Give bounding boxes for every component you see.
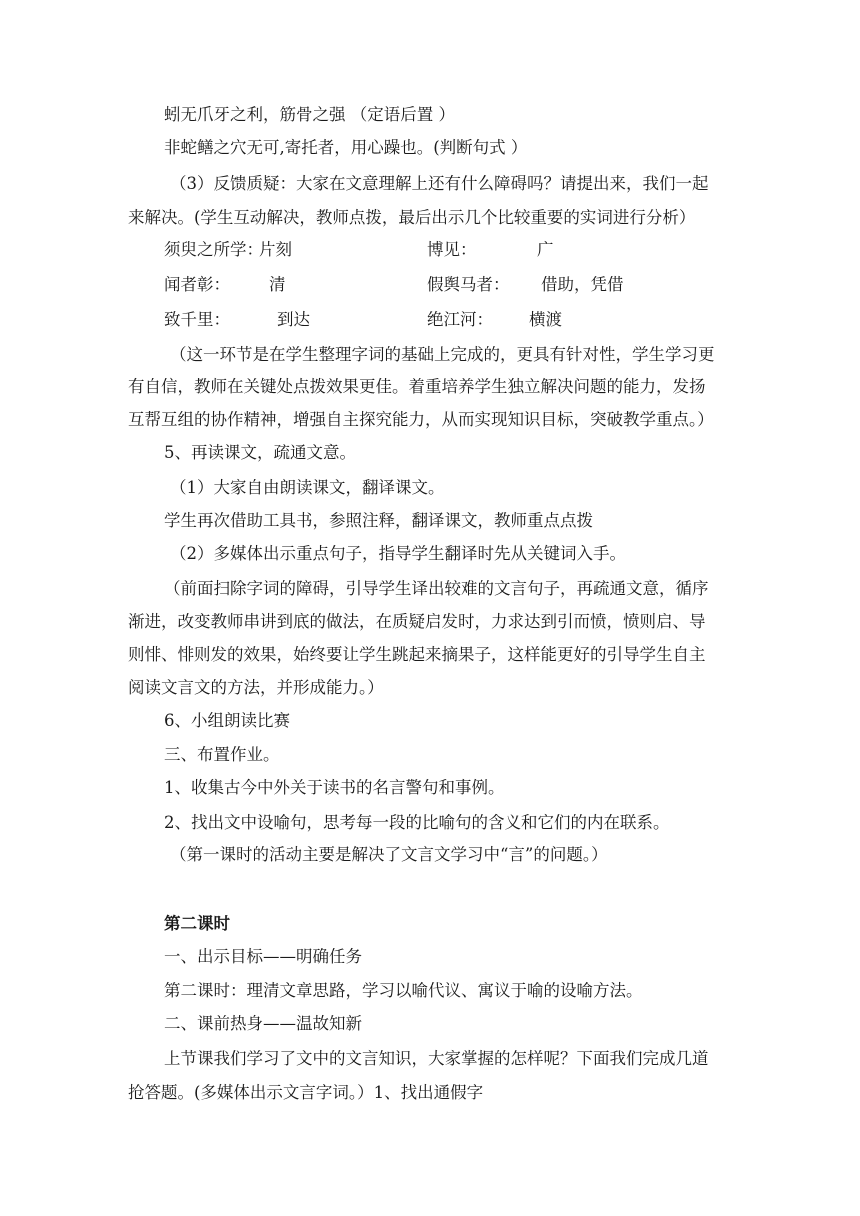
vocab-term: 绝江河： <box>427 310 493 329</box>
vocab-term: 致千里： <box>164 310 230 329</box>
vocab-meaning: 到达 <box>277 310 310 329</box>
text-line: 则悱、悱则发的效果，始终要让学生跳起来摘果子，这样能更好的引导学生自主 <box>128 645 706 664</box>
text-line: 上节课我们学习了文中的文言知识，大家掌握的怎样呢？下面我们完成几道 <box>164 1049 709 1068</box>
text-line: 来解决。(学生互动解决，教师点拨，最后出示几个比较重要的实词进行分析） <box>128 208 696 227</box>
text-line: 有自信，教师在关键处点拨效果更佳。着重培养学生独立解决问题的能力，发扬 <box>128 377 706 396</box>
text-line: 二、课前热身——温故知新 <box>164 1014 362 1033</box>
vocab-meaning: 横渡 <box>529 310 562 329</box>
text-line: 蚓无爪牙之利，筋骨之强 （定语后置 ） <box>164 105 455 124</box>
text-line: 三、布置作业。 <box>164 745 280 764</box>
vocab-meaning: 片刻 <box>259 240 292 259</box>
text-line: 5、再读课文，疏通文意。 <box>164 443 356 462</box>
text-line: 2、找出文中设喻句，思考每一段的比喻句的含义和它们的内在联系。 <box>164 813 670 832</box>
text-line: 1、收集古今中外关于读书的名言警句和事例。 <box>164 778 505 797</box>
vocab-meaning: 广 <box>537 240 554 259</box>
text-line: 阅读文言文的方法，并形成能力。） <box>128 678 384 697</box>
text-line: 抢答题。(多媒体出示文言字词。）1、找出通假字 <box>128 1083 484 1102</box>
text-line: 互帮互组的协作精神，增强自主探究能力，从而实现知识目标，突破教学重点。） <box>128 410 714 429</box>
text-line: （3）反馈质疑：大家在文意理解上还有什么障碍吗？请提出来，我们一起 <box>170 174 709 193</box>
text-line: （前面扫除字词的障碍，引导学生译出较难的文言句子，再疏通文意，循序 <box>164 579 709 598</box>
text-line: 渐进，改变教师串讲到底的做法，在质疑启发时，力求达到引而愤，愤则启、导 <box>128 612 706 631</box>
text-line: 6、小组朗读比赛 <box>164 711 290 730</box>
text-line: （1）大家自由朗读课文，翻译课文。 <box>170 478 445 497</box>
text-line: （这一环节是在学生整理字词的基础上完成的，更具有针对性，学生学习更 <box>170 345 715 364</box>
section-heading: 第二课时 <box>164 914 230 933</box>
text-line: （2）多媒体出示重点句子，指导学生翻译时先从关键词入手。 <box>170 544 626 563</box>
vocab-meaning: 借助，凭借 <box>541 275 624 294</box>
text-line: （第一课时的活动主要是解决了文言文学习中“言”的问题。） <box>170 845 608 864</box>
text-line: 第二课时：理清文章思路，学习以喻代议、寓议于喻的设喻方法。 <box>164 981 643 1000</box>
vocab-term: 假舆马者： <box>427 275 510 294</box>
vocab-term: 博见： <box>427 240 477 259</box>
text-line: 非蛇鳝之穴无可,寄托者，用心躁也。(判断句式 ） <box>164 138 528 157</box>
text-line: 学生再次借助工具书，参照注释，翻译课文，教师重点点拨 <box>164 511 593 530</box>
vocab-term: 闻者彰： <box>164 275 230 294</box>
text-line: 一、出示目标——明确任务 <box>164 947 362 966</box>
vocab-term: 须臾之所学： <box>164 240 263 259</box>
vocab-meaning: 清 <box>269 275 286 294</box>
